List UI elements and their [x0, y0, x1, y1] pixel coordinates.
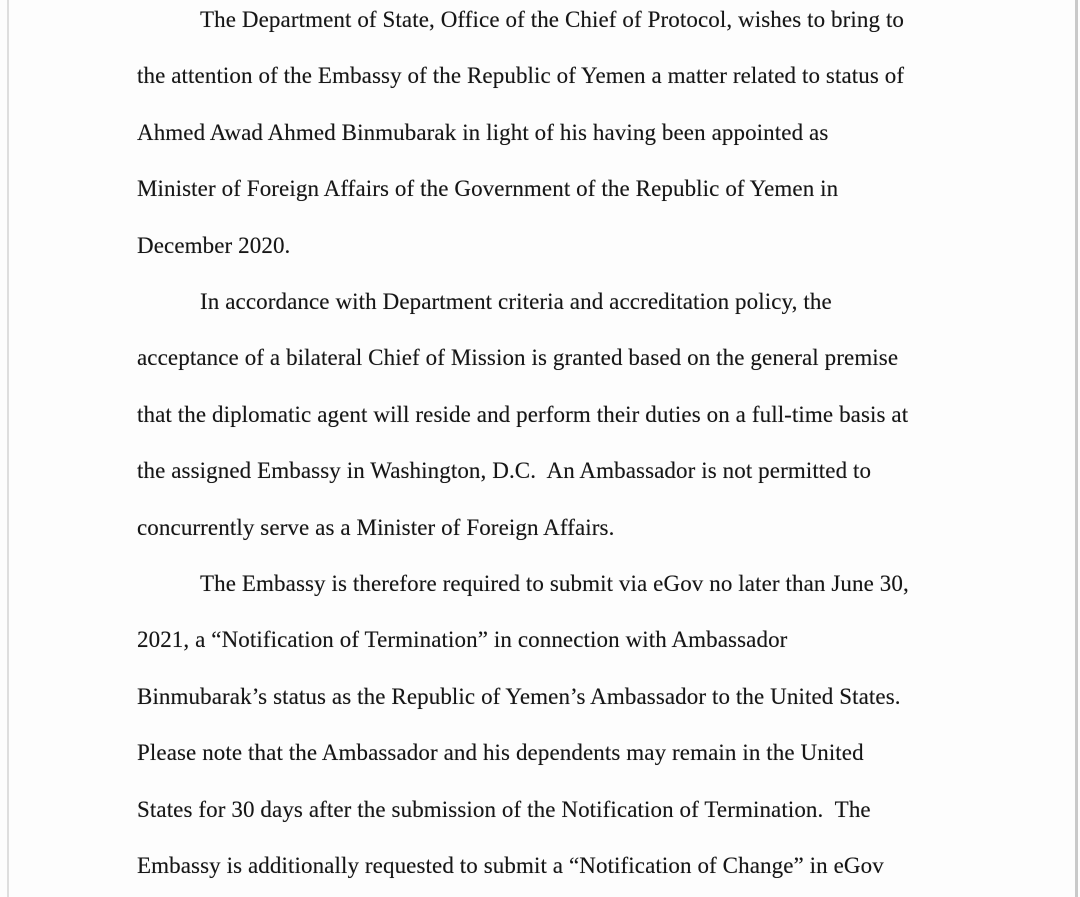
text-line: Embassy is additionally requested to submit a “Notification of Change” in eGov: [137, 853, 884, 879]
text-line: The Embassy is therefore required to submit via eGov no later than June 30,: [200, 571, 909, 597]
text-line: the attention of the Embassy of the Republic of Yemen a matter related to status of: [137, 63, 905, 89]
text-line: 2021, a “Notification of Termination” in connection with Ambassador: [137, 627, 788, 653]
letter-body: [137, 0, 965, 895]
text-line: Binmubarak’s status as the Republic of Yemen’s Ambassador to the United States.: [137, 683, 901, 709]
text-line: Ahmed Awad Ahmed Binmubarak in light of his having been appointed as: [137, 119, 829, 145]
text-line: the assigned Embassy in Washington, D.C. An Ambassador is not permitted to: [137, 458, 872, 484]
text-line: acceptance of a bilateral Chief of Mission is granted based on the general premise: [137, 345, 899, 371]
text-line: that the diplomatic agent will reside and perform their duties on a full-time basis at: [137, 401, 909, 427]
text-line: The Department of State, Office of the Chief of Protocol, wishes to bring to: [200, 7, 905, 32]
text-line: Please note that the Ambassador and his dependents may remain in the United: [137, 740, 864, 766]
text-line: In accordance with Department criteria and accreditation policy, the: [200, 289, 832, 315]
text-line: Minister of Foreign Affairs of the Government of the Republic of Yemen in: [137, 176, 839, 202]
text-line: States for 30 days after the submission of the Notification of Termination. The: [137, 796, 871, 822]
scan-edge-right: [1075, 0, 1078, 897]
text-line: concurrently serve as a Minister of Foreign Affairs.: [137, 514, 615, 540]
text-line: December 2020.: [137, 232, 291, 258]
scan-edge-left: [7, 0, 9, 897]
